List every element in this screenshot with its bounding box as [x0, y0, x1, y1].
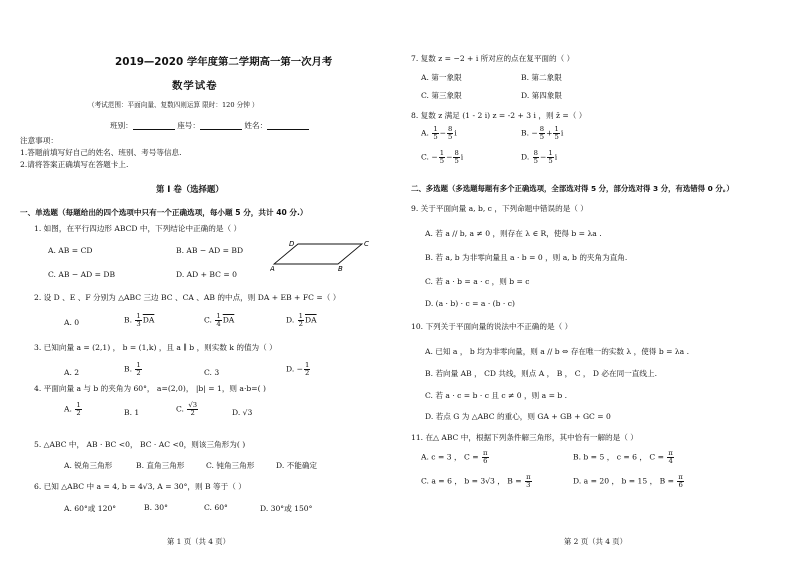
- q11-option-d[interactable]: D. a = 20 ， b = 15 ， B = $\frac{\pi}{6}$: [573, 473, 683, 489]
- q6-option-b[interactable]: B. 30°: [144, 503, 168, 512]
- q10-stem: 10. 下列关于平面向量的说法中不正确的是（ ）: [411, 322, 573, 331]
- q10-option-c[interactable]: C. 若 a · c = b · c 且 c ≠ 0 ，则 a = b .: [425, 391, 568, 400]
- q2-stem: 2. 设 D 、E 、F 分别为 △ABC 三边 BC 、CA 、AB 的中点，则 DA + EB + FC =（ ）: [34, 293, 341, 302]
- q7-option-a[interactable]: A. 第一象限: [421, 73, 462, 82]
- q8-option-c[interactable]: C. − $\frac{1}{5}$ − $\frac{8}{5}$ i: [421, 149, 464, 165]
- q3-option-c[interactable]: C. 3: [204, 368, 220, 377]
- q5-option-a[interactable]: A. 锐角三角形: [64, 461, 113, 470]
- q7-stem: 7. 复数 z = −2 + i 所对应的点在复平面的（ ）: [411, 54, 575, 63]
- q10-option-a[interactable]: A. 已知 a ， b 均为非零向量，则 a // b ⇔ 存在唯一的实数 λ ，使得 b = λa .: [425, 347, 690, 356]
- q9-option-a[interactable]: A. 若 a // b, a ≠ 0 ，则存在 λ ∈ R，使得 b = λa .: [425, 229, 602, 238]
- q10-option-b[interactable]: B. 若向量 AB ， CD 共线，则点 A ， B ， C ， D 必在同一直线上.: [425, 369, 657, 378]
- part2-heading: 二、多选题（多选题每题有多个正确选项，全部选对得 5 分，部分选对得 3 分，有选错得 0 分。）: [411, 184, 734, 193]
- q11-option-b[interactable]: B. b = 5 ， c = 6 ， C = $\frac{\pi}{4}$: [573, 449, 673, 465]
- fig-label-b: B: [338, 265, 343, 272]
- q11-stem: 11. 在△ ABC 中，根据下列条件解三角形，其中恰有一解的是（ ）: [411, 433, 638, 442]
- q3-stem: 3. 已知向量 a = (2,1) ， b = (1,k) ，且 a ∥ b ，则实数 k 的值为（ ）: [34, 343, 277, 352]
- q4-option-a[interactable]: A. $\frac{1}{2}$: [64, 401, 81, 417]
- q8-option-b[interactable]: B. − $\frac{8}{5}$ + $\frac{1}{5}$ i: [521, 125, 564, 141]
- q11-option-a[interactable]: A. c = 3 ， C = $\frac{\pi}{6}$: [421, 449, 488, 465]
- q6-option-c[interactable]: C. 60°: [204, 503, 228, 512]
- q7-option-d[interactable]: D. 第四象限: [521, 91, 563, 100]
- parallelogram-figure: [270, 238, 370, 272]
- exam-title: 2019—2020 学年度第二学期高一第一次月考: [115, 56, 333, 68]
- q3-option-b[interactable]: B. $\frac{1}{2}$: [124, 361, 141, 377]
- class-label: 班别：: [110, 121, 133, 130]
- q8-option-d[interactable]: D. $\frac{8}{5}$ − $\frac{1}{5}$ i: [521, 149, 558, 165]
- page-1-footer: 第 1 页（共 4 页）: [166, 537, 231, 546]
- q10-option-d[interactable]: D. 若点 G 为 △ABC 的重心，则 GA + GB + GC = 0: [425, 412, 611, 421]
- fig-label-d: D: [289, 240, 295, 248]
- q2-option-d[interactable]: D. $\frac{1}{2}$ $\overline{DA}$: [286, 312, 317, 328]
- q9-option-c[interactable]: C. 若 a · b = a · c ，则 b = c: [425, 277, 530, 286]
- q2-option-b[interactable]: B. $\frac{1}{3}$ $\overline{DA}$: [124, 312, 155, 328]
- seat-blank[interactable]: [200, 121, 242, 130]
- q6-stem: 6. 已知 △ABC 中 a = 4, b = 4√3, A = 30°，则 B 等于（ ）: [34, 482, 246, 491]
- class-blank[interactable]: [133, 121, 175, 130]
- q5-option-b[interactable]: B. 直角三角形: [136, 461, 185, 470]
- q4-option-b[interactable]: B. 1: [124, 408, 140, 417]
- q9-option-b[interactable]: B. 若 a, b 为非零向量且 a · b = 0 ，则 a, b 的夹角为直角.: [425, 253, 628, 262]
- exam-scope: （考试范围：平面向量、复数四则运算 限时：120 分钟 ）: [88, 101, 259, 109]
- q1-option-a[interactable]: A. AB = CD: [48, 246, 93, 255]
- part1-heading: 一、单选题（每题给出的四个选项中只有一个正确选项，每小题 5 分，共计 40 分.）: [20, 208, 308, 217]
- fig-label-a: A: [270, 265, 275, 272]
- exam-page-2: [397, 0, 794, 561]
- q6-option-a[interactable]: A. 60°或 120°: [64, 504, 117, 513]
- q5-option-d[interactable]: D. 不能确定: [276, 461, 318, 470]
- q1-option-d[interactable]: D. AD + BC = 0: [176, 270, 237, 279]
- q7-option-b[interactable]: B. 第二象限: [521, 73, 562, 82]
- section-title: 第 I 卷（选择题）: [156, 184, 224, 194]
- q8-stem: 8. 复数 z 满足 (1 - 2 i) z = -2 + 3 i ，则 z̄ =（ ）: [411, 111, 587, 120]
- q1-stem: 1. 如图，在平行四边形 ABCD 中，下列结论中正确的是（ ）: [34, 224, 242, 233]
- q4-option-c[interactable]: C. $\frac{√3}{2}$: [176, 401, 198, 417]
- q6-option-d[interactable]: D. 30°或 150°: [260, 504, 313, 513]
- notes-title: 注意事项：: [20, 136, 58, 145]
- q2-option-a[interactable]: A. 0: [64, 318, 80, 327]
- q5-stem: 5. △ABC 中， AB · BC <0， BC · AC <0，则该三角形为( ): [34, 440, 246, 449]
- q9-stem: 9. 关于平面向量 a, b, c ，下列命题中错误的是（ ）: [411, 204, 588, 213]
- q4-option-d[interactable]: D. √3: [232, 408, 253, 417]
- student-info-line: [110, 121, 309, 130]
- note-2: 2.请将答案正确填写在答题卡上.: [20, 160, 129, 169]
- q4-stem: 4. 平面向量 a 与 b 的夹角为 60°， a=(2,0)， |b| = 1，则 a·b=( ): [34, 384, 266, 393]
- name-blank[interactable]: [267, 121, 309, 130]
- name-label: 姓名：: [244, 121, 268, 130]
- q2-option-c[interactable]: C. $\frac{1}{4}$ $\overline{DA}$: [204, 312, 235, 328]
- q11-option-c[interactable]: C. a = 6 ， b = 3√3 ， B = $\frac{\pi}{3}$: [421, 473, 531, 489]
- q1-option-c[interactable]: C. AB − AD = DB: [48, 270, 116, 279]
- fig-label-c: C: [364, 240, 369, 248]
- q3-option-d[interactable]: D. − $\frac{1}{2}$: [286, 361, 310, 377]
- q8-option-a[interactable]: A. $\frac{1}{5}$ − $\frac{8}{5}$ i: [421, 125, 457, 141]
- q1-option-b[interactable]: B. AB − AD = BD: [176, 246, 244, 255]
- exam-subtitle: 数学试卷: [172, 80, 218, 92]
- seat-label: 座号：: [177, 121, 200, 130]
- q3-option-a[interactable]: A. 2: [64, 368, 80, 377]
- q7-option-c[interactable]: C. 第三象限: [421, 91, 462, 100]
- note-1: 1.答题前填写好自己的姓名、班别、考号等信息.: [20, 148, 182, 157]
- q9-option-d[interactable]: D. (a · b) · c = a · (b · c): [425, 299, 515, 308]
- page-2-footer: 第 2 页（共 4 页）: [563, 537, 628, 546]
- q5-option-c[interactable]: C. 钝角三角形: [206, 461, 255, 470]
